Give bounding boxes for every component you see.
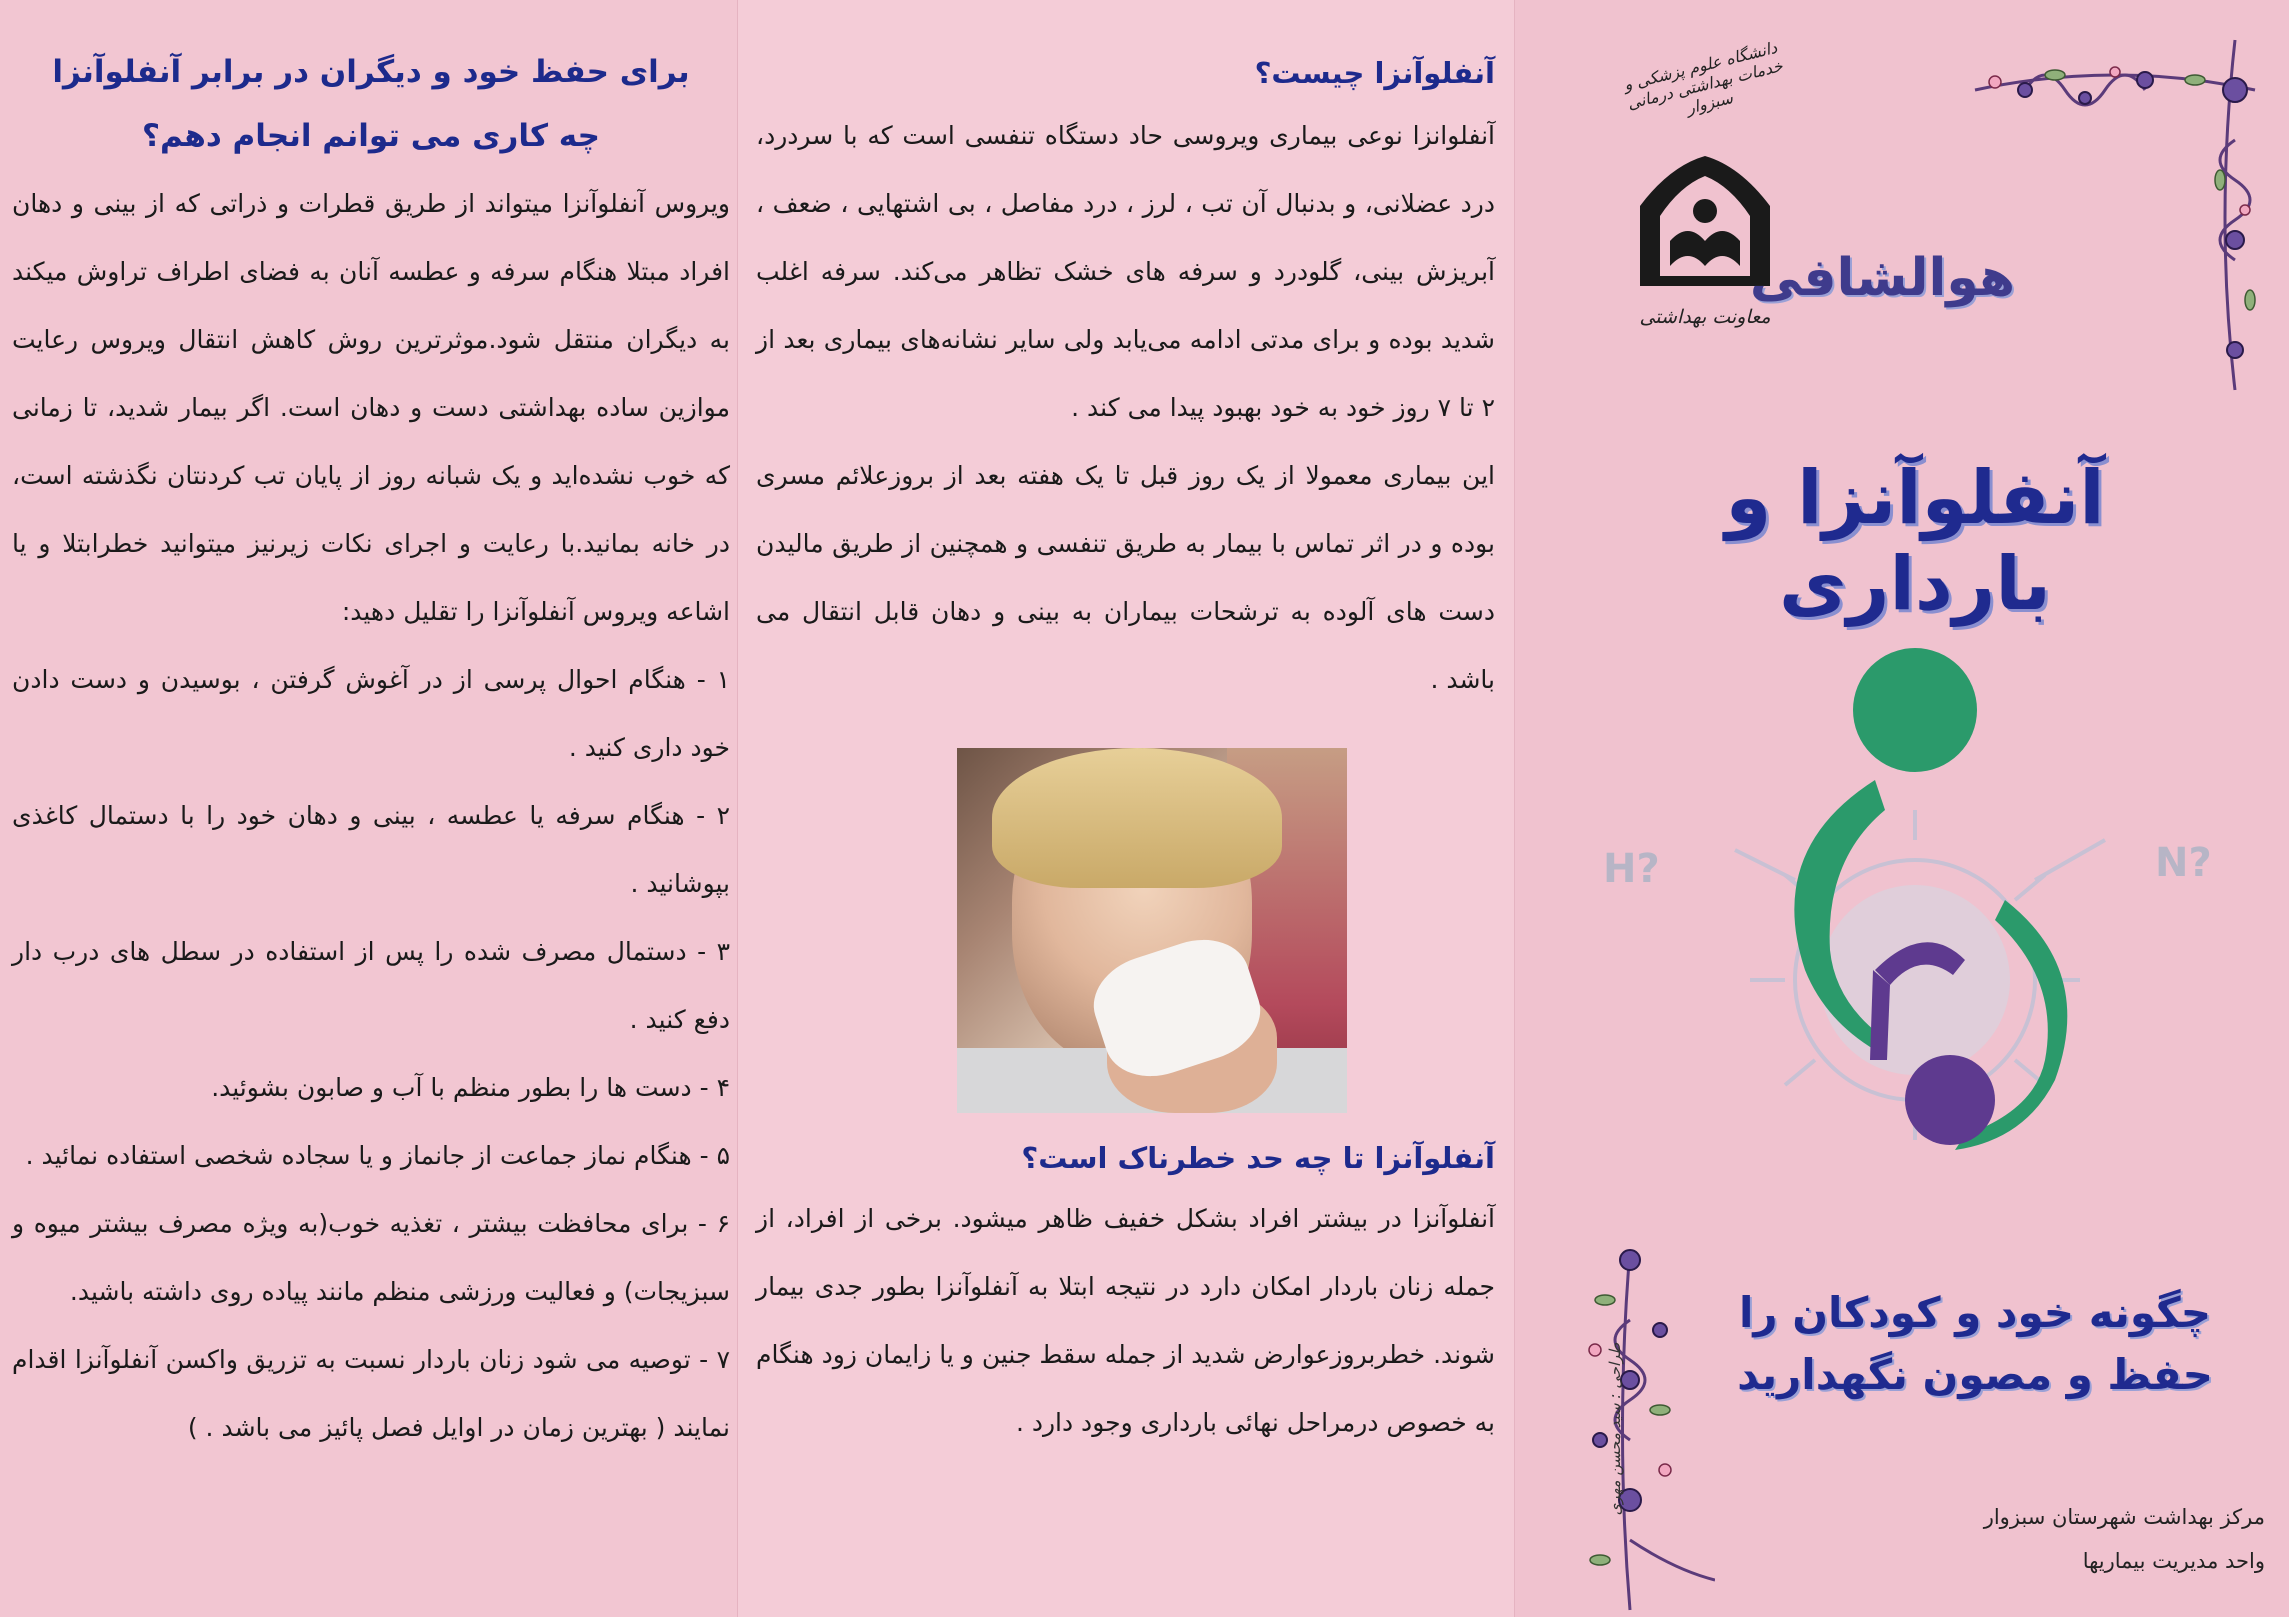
left-intro-text: ویروس آنفلوآنزا میتواند از طریق قطرات و ذراتی که از بینی و دهان افراد مبتلا هنگام سرفه و عطسه آنان به فضای اطراف تراوش میکند به دیگران منتقل شود.موثرترین روش کاهش انتقال ویروس رعایت موازین ساده بهداشتی دست و دهان است. اگر بیمار شدید، تا زمانی که خوب نشده‌اید و یک شبانه روز از پایان تب کردنتان نگذشته است، در خانه بمانید.با رعایت و اجرای نکات زیرنیز میتوانید خطرابتلا و یا اشاعه ویروس آنفلوآنزا را تقلیل دهید:	[12, 189, 730, 626]
left-panel-title	[12, 40, 730, 168]
transmission-paragraph: این بیماری معمولا از یک روز قبل تا یک هفته بعد از بروزعلائم مسری بوده و در اثر تماس با بیمار به طریق تنفسی و همچنین از طریق مالیدن دست های آلوده به ترشحات بیماران به بینی و دهان قابل انتقال می باشد .	[756, 461, 1495, 694]
tips-list	[12, 646, 730, 1462]
cover-footer	[1745, 1495, 2265, 1583]
definition-paragraph: آنفلوانزا نوعی بیماری ویروسی حاد دستگاه تنفسی است که با سردرد، درد عضلانی، و بدنبال آن تب ، لرز ، درد مفاصل ، بی اشتهایی ، ضعف ، آبریزش بینی، گلودرد و سرفه های خشک تظاهر می‌کند. سرفه اغلب شدید بوده و برای مدتی ادامه می‌یابد ولی سایر نشانه‌های بیماری بعد از ۲ تا ۷ روز خود به خود بهبود پیدا می کند .	[756, 121, 1495, 422]
tip-item: ۷ - توصیه می شود زنان باردار نسبت به تزریق واکسن آنفلوآنزا اقدام نمایند ( بهترین زمان در اوایل فصل پائیز می باشد . )	[12, 1345, 730, 1442]
health-center-name: مرکز بهداشت شهرستان سبزوار	[1983, 1505, 2265, 1529]
sneezing-child-photo	[957, 748, 1347, 1113]
floral-ornament-icon	[1965, 20, 2265, 410]
university-name: دانشگاه علوم پزشکی و خدمات بهداشتی درمانی سبزوار	[1621, 37, 1785, 118]
cover-tagline	[1665, 1282, 2285, 1406]
health-deputy-label: معاونت بهداشتی	[1639, 306, 1771, 328]
tip-item: ۵ - هنگام نماز جماعت از جانماز و یا سجاده شخصی استفاده نمائید .	[25, 1141, 730, 1170]
disease-unit-name: واحد مدیریت بیماریها	[2082, 1549, 2265, 1573]
what-is-influenza-heading: آنفلوآنزا چیست؟	[1254, 56, 1495, 90]
left-panel	[0, 0, 738, 1617]
designer-credit: طراحی : سید محسن مهری	[1606, 1342, 1624, 1516]
virus-h-label: H?	[1603, 846, 1660, 892]
virus-n-label: N?	[2155, 840, 2212, 886]
virus-emblem-icon	[1675, 640, 2155, 1160]
tip-item: ۴ - دست ها را بطور منظم با آب و صابون بشوئید.	[211, 1073, 730, 1102]
tip-item: ۳ - دستمال مصرف شده را پس از استفاده در سطل های درب دار دفع کنید .	[12, 937, 730, 1034]
tip-item: ۶ - برای محافظت بیشتر ، تغذیه خوب(به ویژه مصرف بیشتر میوه و سبزیجات) و فعالیت ورزشی منظم مانند پیاده روی داشته باشید.	[12, 1209, 730, 1306]
tagline-line2: حفظ و مصون نگهدارید	[1737, 1350, 2213, 1399]
danger-paragraph: آنفلوآنزا در بیشتر افراد بشکل خفیف ظاهر میشود. برخی از افراد، از جمله زنان باردار امکان دارد در نتیجه ابتلا به آنفلوآنزا بطور جدی بیمار شوند. خطربروزعوارض شدید از جمله سقط جنین و یا زایمان زود هنگام به خصوص درمراحل نهائی بارداری وجود دارد .	[756, 1204, 1495, 1437]
cover-title: آنفلوآنزا و بارداری	[1725, 455, 2105, 627]
left-title-line2: چه کاری می توانم انجام دهم؟	[142, 118, 600, 154]
tip-item: ۱ - هنگام احوال پرسی از در آغوش گرفتن ، بوسیدن و دست دادن خود داری کنید .	[12, 665, 730, 762]
tip-item: ۲ - هنگام سرفه یا عطسه ، بینی و دهان خود را با دستمال کاغذی بپوشانید .	[12, 801, 730, 898]
tagline-line1: چگونه خود و کودکان را	[1739, 1288, 2211, 1337]
left-title-line1: برای حفظ خود و دیگران در برابر آنفلوآنزا	[52, 54, 690, 90]
middle-panel	[738, 0, 1515, 1617]
danger-heading: آنفلوآنزا تا چه حد خطرناک است؟	[1021, 1141, 1495, 1175]
invocation-text: هوالشافی	[1749, 248, 2015, 308]
cover-panel	[1515, 0, 2289, 1617]
